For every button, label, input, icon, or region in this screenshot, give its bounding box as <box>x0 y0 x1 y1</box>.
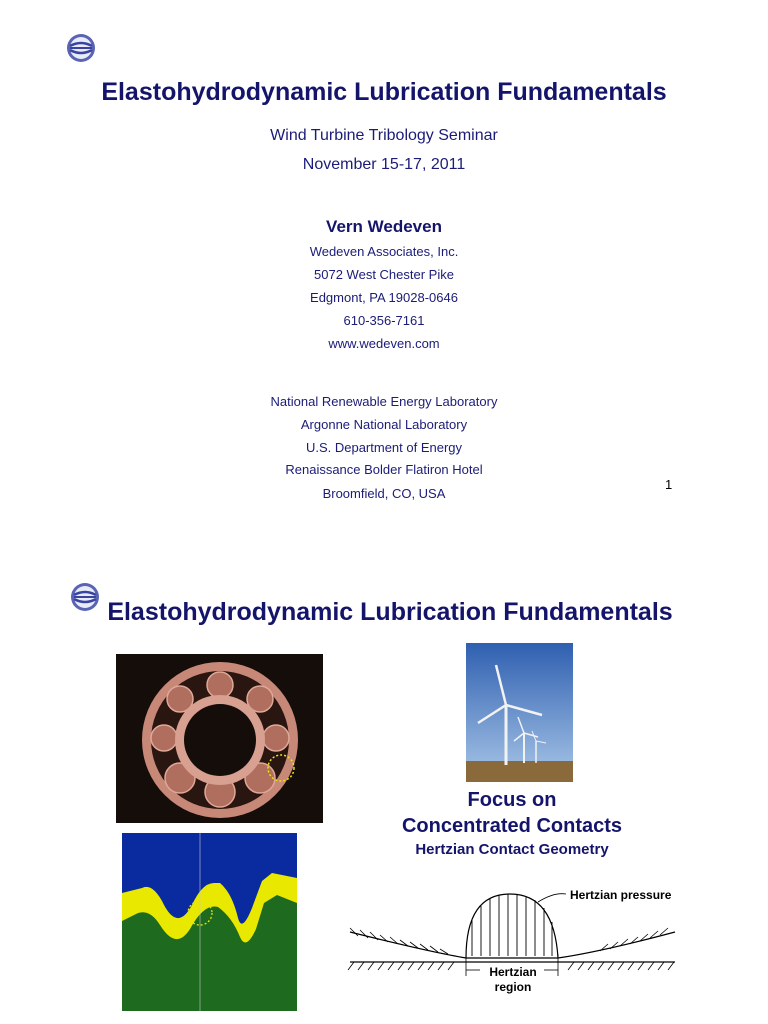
focus-line-1: Focus on <box>467 789 557 811</box>
author-name: Vern Wedeven <box>326 217 442 236</box>
slide-2-title: Elastohydrodynamic Lubrication Fundamentals <box>107 598 673 626</box>
hertzian-region-label-2: region <box>494 980 532 994</box>
hertzian-pressure-label: Hertzian pressure <box>570 888 672 902</box>
page-number: 1 <box>665 477 673 492</box>
focus-subtitle: Hertzian Contact Geometry <box>415 841 609 858</box>
focus-line-2: Concentrated Contacts <box>401 815 623 837</box>
seminar-date: November 15-17, 2011 <box>302 156 466 173</box>
sponsor-line: U.S. Department of Energy <box>305 440 463 455</box>
hertzian-contact-diagram <box>340 880 680 1000</box>
address-line-1: 5072 West Chester Pike <box>314 267 454 282</box>
address-line-2: Edgmont, PA 19028-0646 <box>310 290 458 305</box>
company-logo-icon <box>64 32 98 64</box>
wind-turbine-image <box>466 643 573 782</box>
bearing-image <box>116 654 323 823</box>
phone-number: 610-356-7161 <box>343 313 425 328</box>
gear-teeth-image <box>122 833 297 1011</box>
slide-1-title: Elastohydrodynamic Lubrication Fundamentals <box>101 78 667 106</box>
sponsor-line: National Renewable Energy Laboratory <box>270 394 498 409</box>
website-link[interactable]: www.wedeven.com <box>328 336 440 351</box>
sponsor-line: Argonne National Laboratory <box>300 417 468 432</box>
seminar-name: Wind Turbine Tribology Seminar <box>270 127 498 144</box>
sponsor-line: Broomfield, CO, USA <box>322 486 446 501</box>
company-name: Wedeven Associates, Inc. <box>309 244 459 259</box>
hertzian-region-label-1: Hertzian <box>489 965 537 979</box>
sponsor-line: Renaissance Bolder Flatiron Hotel <box>285 462 483 477</box>
